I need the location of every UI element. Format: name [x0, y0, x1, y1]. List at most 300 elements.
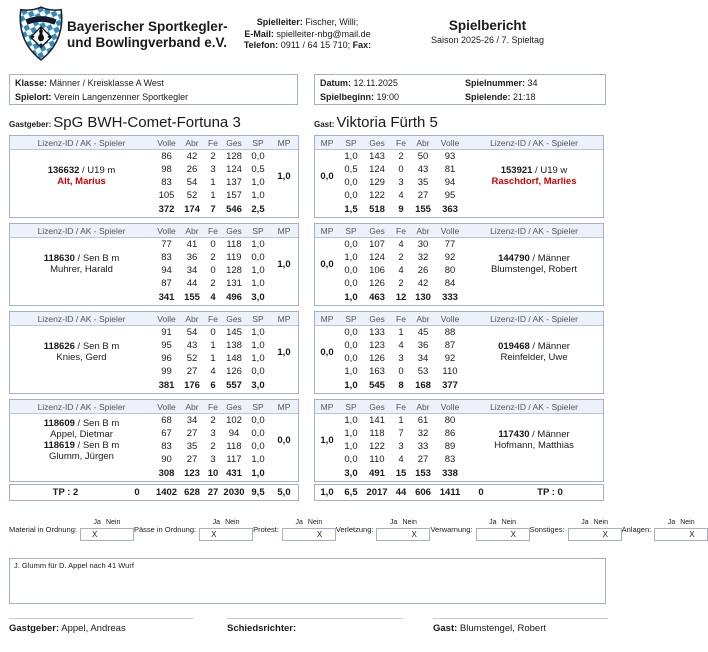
- score-cell: 1,0: [251, 327, 265, 338]
- spielbeginn-line: [320, 90, 600, 104]
- column-header: Ges: [222, 136, 246, 150]
- score-cell: 157: [226, 190, 242, 201]
- score-cell: 27: [417, 190, 429, 201]
- column-header: Ges: [363, 312, 391, 326]
- ja-nein-header: [199, 519, 253, 526]
- score-cell: 80: [444, 415, 456, 426]
- column-header: Volle: [153, 312, 180, 326]
- checkbox-mark: X: [211, 530, 217, 539]
- home-team-header: [9, 114, 241, 133]
- score-cell: 124: [369, 164, 385, 175]
- ja-nein-header: [282, 519, 336, 526]
- score-cell: 77: [444, 239, 456, 250]
- score-cell: 105: [158, 190, 175, 201]
- org-name-line2: und Bowlingverband e.V.: [67, 35, 228, 50]
- datum-value: 12.11.2025: [353, 78, 398, 88]
- column-header: Fe: [204, 400, 222, 414]
- grand-total-cell: 1,0: [320, 487, 334, 498]
- grand-total-cell: 27: [207, 487, 219, 498]
- score-cell: 0,0: [251, 252, 265, 263]
- spielende-value: 21:18: [513, 92, 536, 102]
- score-cell: 126: [369, 353, 385, 364]
- column-header: Fe: [204, 312, 222, 326]
- nein-label: Nein: [680, 519, 695, 526]
- score-cell: 0,0: [251, 428, 265, 439]
- score-cell: 35: [417, 177, 429, 188]
- score-cell: 1,0: [251, 239, 265, 250]
- score-cell: 3: [210, 454, 216, 465]
- column-header: MP: [270, 136, 298, 150]
- player-total-cell: 333: [442, 292, 458, 303]
- match-points-cell: 1,0: [320, 434, 334, 446]
- player-total-cell: 12: [395, 292, 407, 303]
- score-cell: 163: [369, 366, 385, 377]
- column-header: Ges: [363, 400, 391, 414]
- player-name: Reinfelder, Uwe: [500, 352, 568, 363]
- klasse-label: Klasse:: [15, 78, 48, 88]
- score-cell: 3: [210, 428, 216, 439]
- checkbox-mark: X: [689, 530, 695, 539]
- checkbox-group: [253, 518, 336, 541]
- player-total-cell: 557: [226, 380, 242, 391]
- score-cell: 83: [161, 252, 172, 263]
- score-cell: 83: [161, 177, 172, 188]
- score-cell: 3: [210, 164, 216, 175]
- score-cell: 1,0: [251, 340, 265, 351]
- player-cell: [465, 414, 603, 466]
- column-header: Fe: [204, 136, 222, 150]
- score-cell: 53: [417, 366, 429, 377]
- score-cell: 0,0: [251, 151, 265, 162]
- spielleiter-line: [210, 17, 405, 29]
- signature-name: Blumstengel, Robert: [457, 623, 547, 634]
- score-cell: 0,0: [251, 366, 265, 377]
- score-cell: 2: [210, 151, 216, 162]
- team-points-home: TP : 2: [52, 487, 79, 498]
- player-name: Muhrer, Harald: [50, 264, 113, 275]
- score-cell: 94: [444, 177, 456, 188]
- datum-line: [320, 76, 600, 90]
- score-cell: 43: [417, 164, 429, 175]
- signature-label: Gast:: [433, 623, 458, 634]
- player-name: Raschdorf, Marlies: [491, 176, 577, 187]
- player-block: [9, 311, 609, 394]
- score-cell: 107: [369, 239, 385, 250]
- signatures-row: [9, 618, 608, 642]
- score-cell: 27: [417, 454, 429, 465]
- checkbox-mark: X: [602, 530, 608, 539]
- column-header: Fe: [391, 224, 411, 238]
- ja-label: Ja: [667, 519, 676, 526]
- player-total-cell: 155: [415, 204, 431, 215]
- player-cell: [10, 326, 153, 378]
- player-total-cell: 174: [184, 204, 200, 215]
- checkbox-group: [9, 518, 134, 541]
- column-header: MP: [315, 400, 339, 414]
- score-cell: 118: [226, 441, 242, 452]
- home-score-table: [9, 311, 299, 394]
- column-header: Abr: [180, 136, 204, 150]
- player-license: 117430 / Männer: [498, 429, 570, 440]
- checkbox-group: [134, 518, 253, 541]
- telefon-value: 0911 / 64 15 710;: [280, 40, 351, 50]
- checkbox-label: Anlagen:: [621, 525, 652, 534]
- score-cell: 36: [186, 252, 198, 263]
- player-total-cell: 377: [442, 380, 458, 391]
- column-header: Volle: [435, 400, 465, 414]
- score-cell: 44: [186, 278, 198, 289]
- score-cell: 87: [161, 278, 172, 289]
- score-cell: 84: [444, 278, 456, 289]
- player-block: [9, 223, 609, 306]
- score-cell: 98: [161, 164, 172, 175]
- score-cell: 0,0: [344, 340, 358, 351]
- player-total-cell: 338: [442, 468, 458, 479]
- match-points-cell: 0,0: [320, 258, 334, 270]
- column-header: Abr: [180, 400, 204, 414]
- checkbox-group: [622, 518, 708, 541]
- score-cell: 0: [210, 239, 216, 250]
- player-total-cell: 518: [369, 204, 385, 215]
- column-header: SP: [246, 136, 270, 150]
- match-info-left: [9, 74, 298, 105]
- score-cell: 1,0: [251, 190, 265, 201]
- score-cell: 32: [417, 252, 429, 263]
- score-cell: 133: [369, 327, 385, 338]
- score-cell: 90: [161, 454, 172, 465]
- score-cell: 110: [442, 366, 458, 377]
- score-cell: 102: [226, 415, 242, 426]
- home-score-table: [9, 223, 299, 306]
- checkbox-row: [9, 518, 695, 541]
- spielende-line: [465, 90, 538, 104]
- score-cell: 96: [161, 353, 172, 364]
- score-cell: 2: [210, 252, 216, 263]
- column-header: Ges: [222, 312, 246, 326]
- column-header: Abr: [180, 312, 204, 326]
- score-cell: 122: [369, 190, 385, 201]
- score-cell: 4: [398, 454, 404, 465]
- checkbox-group: [430, 518, 529, 541]
- klasse-line: [15, 76, 292, 90]
- player-cell: [10, 414, 153, 466]
- score-cell: 33: [417, 441, 429, 452]
- score-cell: 0: [398, 164, 404, 175]
- checkbox-wrap: [282, 519, 336, 541]
- column-header: MP: [315, 136, 339, 150]
- spielort-line: [15, 90, 292, 104]
- player-total-cell: 381: [158, 380, 175, 391]
- player-total-cell: 491: [369, 468, 385, 479]
- player-license: 118630 / Sen B m: [43, 253, 120, 264]
- score-cell: 34: [417, 353, 429, 364]
- player-license: 153921 / U19 w: [500, 165, 568, 176]
- score-cell: 1,0: [344, 428, 358, 439]
- spielort-value: Verein Langenzenner Sportkegler: [54, 92, 189, 102]
- match-points-cell: 0,0: [320, 170, 334, 182]
- player-total-cell: 4: [210, 292, 216, 303]
- score-cell: 42: [186, 151, 198, 162]
- player-total-cell: 1,0: [251, 468, 265, 479]
- player-cell: [465, 150, 603, 202]
- player-total-cell: 372: [158, 204, 175, 215]
- checkbox-group: [336, 518, 431, 541]
- score-cell: 124: [369, 252, 385, 263]
- email-value: spielleiter-nbg@mail.de: [276, 28, 371, 39]
- score-cell: 123: [369, 340, 385, 351]
- player-total-cell: 2,5: [251, 204, 265, 215]
- bskv-logo-shield: [15, 5, 67, 63]
- checkbox-field[interactable]: [80, 528, 134, 541]
- score-cell: 1,0: [251, 265, 265, 276]
- guest-score-table: [314, 399, 604, 482]
- score-cell: 2: [210, 278, 216, 289]
- score-cell: 83: [161, 441, 172, 452]
- player-name: Blumstengel, Robert: [490, 264, 578, 275]
- player-total-cell: 545: [369, 380, 385, 391]
- score-cell: 77: [161, 239, 172, 250]
- column-header: Ges: [222, 400, 246, 414]
- column-header: MP: [315, 224, 339, 238]
- player-total-cell: 6: [210, 380, 216, 391]
- comment-box[interactable]: [9, 558, 606, 604]
- klasse-value: Männer / Kreisklasse A West: [49, 78, 164, 88]
- bskv-logo: [15, 5, 67, 68]
- column-header: Volle: [153, 224, 180, 238]
- score-cell: 95: [161, 340, 172, 351]
- column-header: Ges: [222, 224, 246, 238]
- column-header: SP: [339, 136, 363, 150]
- match-points-cell: 0,0: [277, 434, 291, 446]
- ja-label: Ja: [581, 519, 589, 526]
- score-cell: 92: [444, 252, 456, 263]
- column-header: Fe: [391, 136, 411, 150]
- score-cell: 94: [161, 265, 172, 276]
- checkbox-wrap: [376, 519, 430, 541]
- grand-total-cell: 6,5: [344, 487, 358, 498]
- ja-label: Ja: [390, 519, 398, 526]
- signature-field: [227, 618, 403, 634]
- column-header: Ges: [363, 136, 391, 150]
- score-cell: 1,0: [251, 177, 265, 188]
- column-header: Fe: [391, 400, 411, 414]
- score-cell: 27: [186, 366, 198, 377]
- score-cell: 0,0: [344, 454, 358, 465]
- column-header: Lizenz-ID / AK - Spieler: [10, 400, 153, 414]
- column-header: Lizenz-ID / AK - Spieler: [10, 136, 153, 150]
- score-cell: 81: [444, 164, 456, 175]
- score-cell: 94: [228, 428, 240, 439]
- totals-extra-guest: 0: [478, 487, 484, 498]
- nein-label: Nein: [225, 519, 240, 526]
- guest-grand-totals: [314, 484, 604, 501]
- guest-score-table: [314, 223, 604, 306]
- score-cell: 1: [210, 353, 216, 364]
- ja-nein-header: [80, 519, 134, 526]
- score-cell: 3: [398, 177, 404, 188]
- checkbox-field[interactable]: [568, 528, 622, 541]
- email-line: [210, 29, 405, 41]
- player-cell: [465, 326, 603, 378]
- score-cell: 0,5: [251, 164, 265, 175]
- score-cell: 3: [398, 353, 404, 364]
- score-cell: 1,0: [344, 441, 358, 452]
- grand-totals-row: [9, 484, 609, 501]
- column-header: SP: [339, 224, 363, 238]
- checkbox-wrap: [476, 519, 530, 541]
- datum-label: Datum:: [320, 78, 351, 88]
- ja-nein-header: [376, 519, 430, 526]
- checkbox-field[interactable]: [282, 528, 336, 541]
- column-header: SP: [246, 224, 270, 238]
- guest-team-header: [314, 114, 438, 133]
- player-total-cell: 496: [226, 292, 242, 303]
- score-cell: 30: [417, 239, 429, 250]
- spielleiter-value: Fischer, Willi;: [305, 17, 359, 27]
- score-cell: 43: [186, 340, 198, 351]
- match-points-cell: 1,0: [277, 258, 291, 270]
- column-header: Volle: [435, 312, 465, 326]
- column-header: Volle: [435, 136, 465, 150]
- player-cell: [465, 238, 603, 290]
- home-team-label: Gastgeber:: [9, 120, 52, 129]
- match-info-right: [314, 74, 606, 105]
- score-cell: 45: [417, 327, 429, 338]
- grand-total-cell: 1402: [155, 487, 178, 498]
- guest-score-table: [314, 311, 604, 394]
- player-total-cell: 9: [398, 204, 404, 215]
- checkbox-label: Material in Ordnung:: [9, 525, 77, 534]
- column-header: Lizenz-ID / AK - Spieler: [465, 224, 603, 238]
- column-header: MP: [270, 312, 298, 326]
- player-name: Alt, Marius: [57, 176, 106, 187]
- column-header: Lizenz-ID / AK - Spieler: [465, 400, 603, 414]
- checkbox-mark: X: [411, 530, 417, 539]
- score-cell: 1,0: [344, 366, 358, 377]
- score-cell: 119: [226, 252, 242, 263]
- score-cell: 86: [161, 151, 172, 162]
- score-cell: 4: [398, 340, 404, 351]
- signature-name: Appel, Andreas: [59, 623, 126, 634]
- player-total-cell: 153: [415, 468, 431, 479]
- checkbox-field[interactable]: [376, 528, 430, 541]
- score-cell: 0,0: [344, 177, 358, 188]
- nein-label: Nein: [501, 519, 516, 526]
- column-header: Fe: [391, 312, 411, 326]
- column-header: Lizenz-ID / AK - Spieler: [465, 312, 603, 326]
- checkbox-wrap: [654, 519, 708, 541]
- player-total-cell: 363: [442, 204, 458, 215]
- checkbox-field[interactable]: [199, 528, 253, 541]
- spielort-label: Spielort:: [15, 92, 52, 102]
- guest-team-label: Gast:: [314, 120, 335, 129]
- score-cell: 68: [161, 415, 172, 426]
- match-points-cell: 1,0: [277, 346, 291, 358]
- column-header: Abr: [411, 136, 435, 150]
- score-cell: 42: [417, 278, 429, 289]
- column-header: Abr: [411, 224, 435, 238]
- score-cell: 128: [226, 151, 242, 162]
- score-cell: 0,0: [344, 353, 358, 364]
- score-cell: 137: [226, 177, 242, 188]
- grand-total-cell: 9,5: [251, 487, 265, 498]
- score-cell: 0: [210, 327, 216, 338]
- score-cell: 91: [161, 327, 172, 338]
- score-cell: 54: [186, 177, 198, 188]
- player-license: 136632 / U19 m: [47, 165, 116, 176]
- player-total-cell: 308: [158, 468, 175, 479]
- checkbox-wrap: [80, 519, 134, 541]
- score-cell: 95: [444, 190, 456, 201]
- score-cell: 61: [417, 415, 429, 426]
- score-cell: 92: [444, 353, 456, 364]
- report-head: [400, 18, 575, 45]
- player-total-cell: 1,5: [344, 204, 358, 215]
- score-cell: 148: [226, 353, 242, 364]
- score-cell: 0,0: [344, 239, 358, 250]
- team-points-guest: TP : 0: [537, 487, 563, 498]
- home-score-table: [9, 135, 299, 218]
- score-cell: 2: [398, 151, 404, 162]
- score-cell: 52: [186, 353, 198, 364]
- home-team-name: SpG BWH-Comet-Fortuna 3: [53, 114, 241, 131]
- score-cell: 7: [398, 428, 404, 439]
- spielleiter-label: Spielleiter:: [256, 17, 303, 27]
- player-block: [9, 399, 609, 482]
- score-cell: 36: [417, 340, 429, 351]
- match-info-right-col2: [465, 76, 538, 104]
- score-cell: 27: [186, 454, 198, 465]
- checkbox-field[interactable]: [476, 528, 530, 541]
- score-cell: 0,0: [344, 327, 358, 338]
- player-name: Appel, Dietmar: [50, 429, 113, 440]
- column-header: Ges: [363, 224, 391, 238]
- score-cell: 2: [398, 278, 404, 289]
- score-cell: 41: [186, 239, 198, 250]
- score-cell: 118: [369, 428, 385, 439]
- checkbox-label: Sonstiges:: [529, 525, 565, 534]
- spielende-label: Spielende:: [465, 92, 511, 102]
- score-cell: 83: [444, 454, 456, 465]
- player-total-cell: 130: [415, 292, 431, 303]
- checkbox-mark: X: [316, 530, 323, 539]
- checkbox-field[interactable]: [654, 528, 708, 541]
- checkbox-label: Verwarnung:: [430, 525, 473, 534]
- column-header: MP: [270, 400, 298, 414]
- score-cell: 34: [186, 265, 198, 276]
- score-cell: 138: [226, 340, 242, 351]
- player-license: 144790 / Männer: [498, 253, 570, 264]
- nein-label: Nein: [105, 519, 121, 526]
- player-total-cell: 10: [207, 468, 219, 479]
- spielnummer-label: Spielnummer:: [465, 78, 526, 88]
- score-cell: 126: [369, 278, 385, 289]
- player-total-cell: 168: [415, 380, 431, 391]
- score-cell: 4: [398, 190, 404, 201]
- signature-field: [9, 618, 193, 634]
- score-cell: 1,0: [344, 252, 358, 263]
- score-cell: 128: [226, 265, 242, 276]
- player-license: 118626 / Sen B m: [43, 341, 120, 352]
- player-total-cell: 3,0: [344, 468, 358, 479]
- score-blocks: [9, 135, 609, 487]
- match-points-cell: 0,0: [320, 346, 334, 358]
- score-cell: 2: [210, 441, 216, 452]
- column-header: SP: [246, 312, 270, 326]
- player-license: 118609 / Sen B m: [43, 418, 120, 429]
- player-total-cell: 431: [226, 468, 242, 479]
- score-cell: 88: [444, 327, 456, 338]
